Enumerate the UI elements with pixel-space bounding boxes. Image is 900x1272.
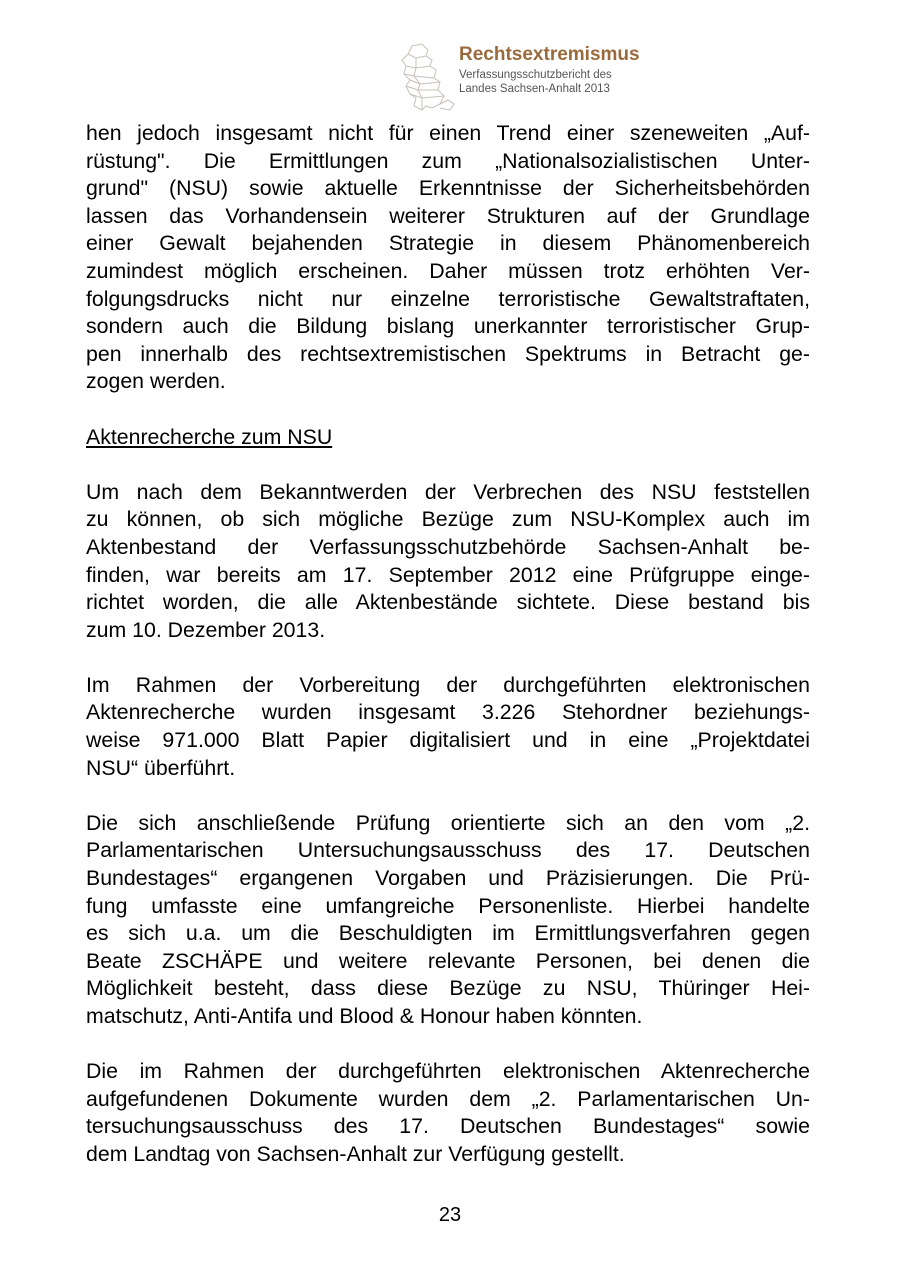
text-line: hen jedoch insgesamt nicht für einen Trend einer szeneweiten „Auf- — [86, 121, 810, 145]
paragraph-1 — [86, 120, 810, 396]
section-heading: Aktenrecherche zum NSU — [86, 424, 333, 449]
text-line: weise 971.000 Blatt Papier digitalisiert und in eine „Projektdatei — [86, 728, 810, 753]
spacer — [86, 451, 810, 479]
text-line: Im Rahmen der Vorbereitung der durchgeführten elektronischen — [86, 672, 810, 697]
paragraph-4 — [86, 810, 810, 1031]
text-line: finden, war bereits am 17. September 2012 eine Prüfgruppe einge- — [86, 562, 810, 587]
text-line: zum 10. Dezember 2013. — [86, 617, 326, 642]
text-line: folgungsdrucks nicht nur einzelne terroristische Gewaltstraftaten, — [86, 286, 810, 311]
text-line: pen innerhalb des rechtsextremistischen Spektrums in Betracht ge- — [86, 341, 810, 366]
text-line: fung umfasste eine umfangreiche Personenliste. Hierbei handelte — [86, 893, 810, 918]
text-line: es sich u.a. um die Beschuldigten im Ermittlungsverfahren gegen — [86, 921, 810, 946]
text-line: zogen werden. — [86, 369, 226, 394]
paragraph-3 — [86, 672, 810, 782]
sachsen-anhalt-map-icon — [398, 42, 460, 112]
text-line: Um nach dem Bekanntwerden der Verbrechen des NSU feststellen — [86, 479, 810, 504]
text-line: richtet worden, die alle Aktenbestände sichtete. Diese bestand bis — [86, 590, 810, 615]
text-line: Parlamentarischen Untersuchungsausschuss des 17. Deutschen — [86, 838, 810, 863]
text-line: tersuchungsausschuss des 17. Deutschen Bundestages“ sowie — [86, 1114, 810, 1139]
text-line: NSU“ überführt. — [86, 755, 236, 780]
text-line: lassen das Vorhandensein weiterer Strukturen auf der Grundlage — [86, 203, 810, 228]
text-line: aufgefundenen Dokumente wurden dem „2. Parlamentarischen Un- — [86, 1086, 810, 1111]
text-line: matschutz, Anti-Antifa und Blood & Honour haben könnten. — [86, 1004, 643, 1028]
paragraph-5 — [86, 1058, 810, 1168]
page-body — [86, 120, 810, 1169]
text-line: dem Landtag von Sachsen-Anhalt zur Verfügung gestellt. — [86, 1141, 625, 1166]
header-subtitle-line2: Landes Sachsen-Anhalt 2013 — [459, 83, 610, 95]
header-subtitle-line1: Verfassungsschutzbericht des — [459, 69, 612, 81]
text-line: Aktenrecherche wurden insgesamt 3.226 Stehordner beziehungs- — [86, 700, 810, 725]
text-line: einer Gewalt bejahenden Strategie in diesem Phänomenbereich — [86, 231, 810, 256]
spacer — [86, 1031, 810, 1059]
header-title: Rechtsextremismus — [459, 44, 640, 65]
text-line: Die sich anschließende Prüfung orientierte sich an den vom „2. — [86, 810, 810, 835]
page-number: 23 — [438, 1204, 462, 1226]
text-line: Möglichkeit besteht, dass diese Bezüge zu NSU, Thüringer Hei- — [86, 976, 810, 1001]
text-line: Bundestages“ ergangenen Vorgaben und Präzisierungen. Die Prü- — [86, 866, 810, 891]
text-line: zu können, ob sich mögliche Bezüge zum NSU-Komplex auch im — [86, 507, 810, 532]
spacer — [86, 782, 810, 810]
text-line: rüstung". Die Ermittlungen zum „Nationalsozialistischen Unter- — [86, 148, 810, 173]
paragraph-2 — [86, 479, 810, 645]
text-line: zumindest möglich erscheinen. Daher müssen trotz erhöhten Ver- — [86, 258, 810, 283]
spacer — [86, 396, 810, 424]
text-line: Die im Rahmen der durchgeführten elektronischen Aktenrecherche — [86, 1059, 810, 1084]
text-line: Aktenbestand der Verfassungsschutzbehörde Sachsen-Anhalt be- — [86, 534, 810, 559]
page-header — [398, 42, 718, 114]
text-line: Beate ZSCHÄPE und weitere relevante Personen, bei denen die — [86, 948, 810, 973]
text-line: sondern auch die Bildung bislang unerkannter terroristischer Grup- — [86, 314, 810, 339]
spacer — [86, 644, 810, 672]
text-line: grund" (NSU) sowie aktuelle Erkenntnisse der Sicherheitsbehörden — [86, 176, 810, 201]
